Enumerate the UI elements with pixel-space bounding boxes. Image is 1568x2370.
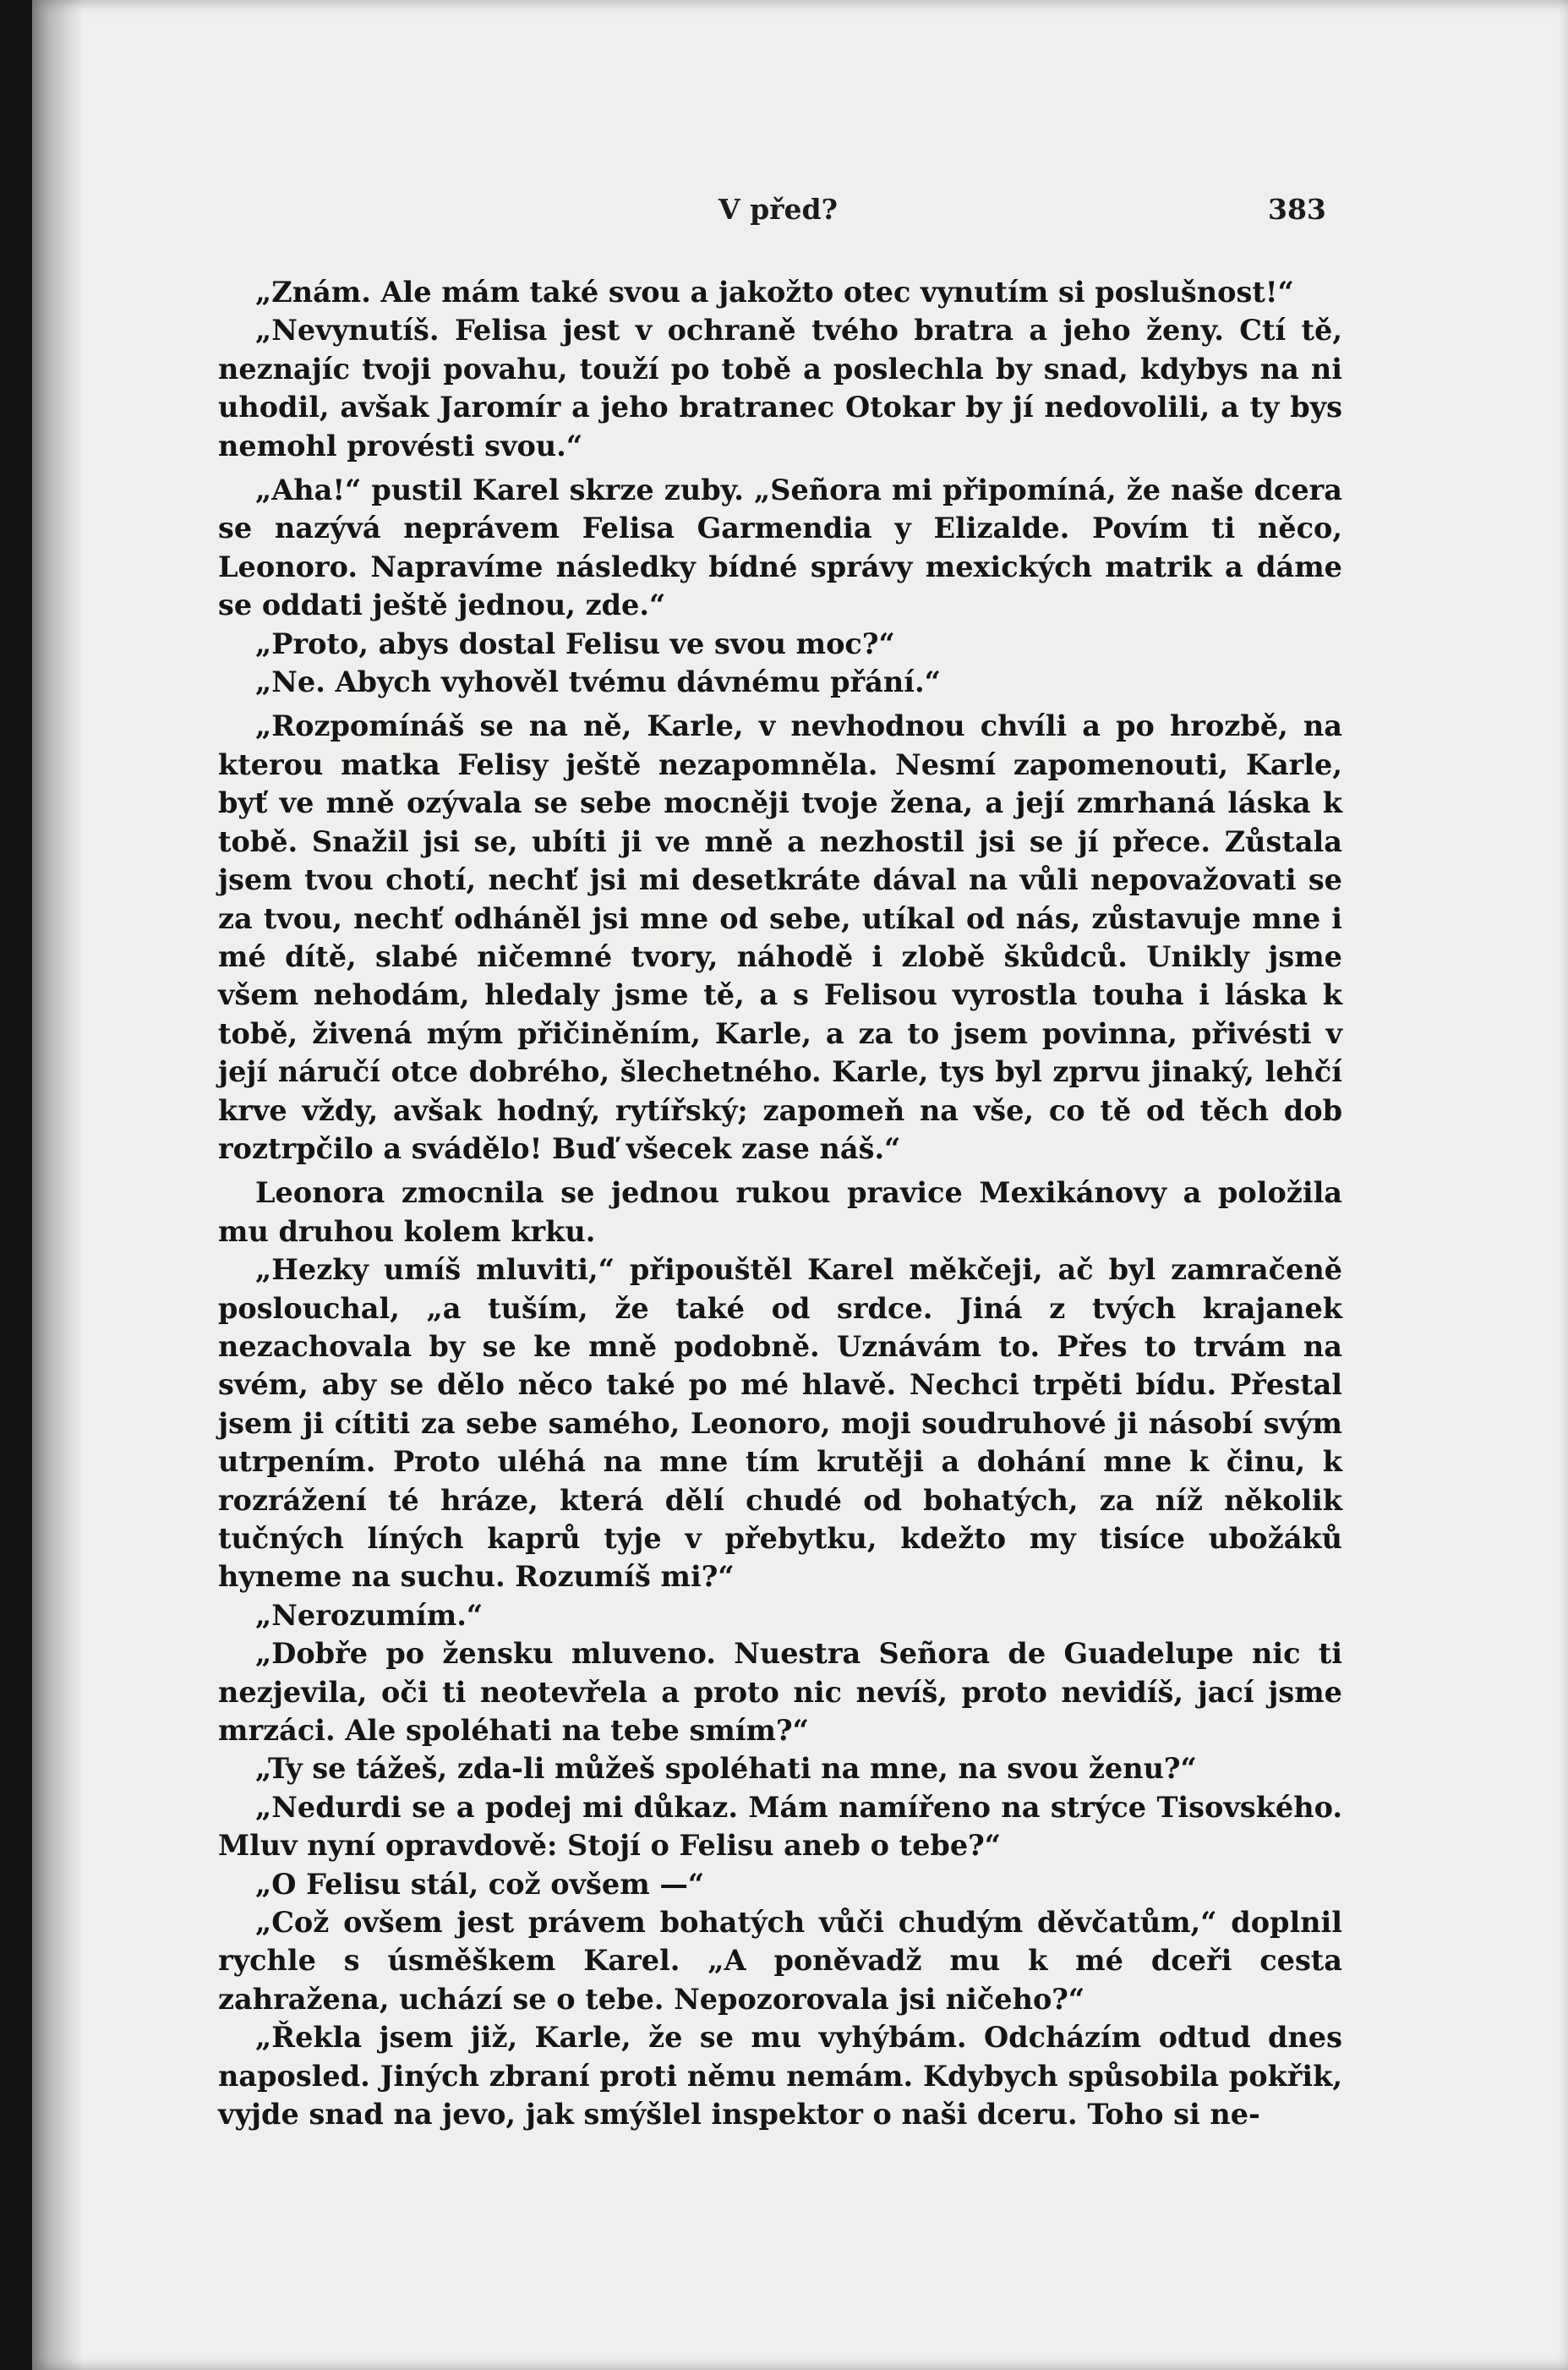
page-body xyxy=(218,273,1342,2134)
page-edge-shadow xyxy=(32,0,83,2370)
paragraph: „Znám. Ale mám také svou a jakožto otec vynutím si poslušnost!“ xyxy=(255,276,1294,309)
book-page xyxy=(32,0,1568,2370)
page-number: 383 xyxy=(1268,193,1326,226)
paragraph: „Nedurdi se a podej mi důkaz. Mám namířeno na strýce Tisovského. Mluv nyní opravdově: Stojí o Felisu aneb o tebe?“ xyxy=(218,1790,1342,1863)
paragraph: „Nerozumím.“ xyxy=(255,1598,484,1632)
running-title: V před? xyxy=(718,193,838,226)
paragraph: „Ne. Abych vyhověl tvému dávnému přání.“ xyxy=(255,665,941,699)
page-header xyxy=(32,193,1568,235)
paragraph: Leonora zmocnila se jednou rukou pravice Mexikánovy a položila mu druhou kolem krku. xyxy=(218,1176,1342,1248)
paragraph: „Řekla jsem již, Karle, že se mu vyhýbám. Odcházím odtud dnes naposled. Jiných zbraní proti němu nemám. Kdybych spůsobila pokřik, vyjde snad na jevo, jak smýšlel inspektor o naši dceru. Toho si ne- xyxy=(218,2021,1342,2132)
paragraph: „Proto, abys dostal Felisu ve svou moc?“ xyxy=(255,627,895,660)
paragraph: „Hezky umíš mluviti,“ připouštěl Karel měkčeji, ač byl zamračeně poslouchal, „a tuším, že také od srdce. Jiná z tvých krajanek nezachovala by se ke mně podobně. Uznávám to. Přes to trvám na svém, aby se dělo něco také po mé hlavě. Nechci trpěti bídu. Přestal jsem ji cítiti za sebe samého, Leonoro, moji soudruhové ji násobí svým utrpením. Proto uléhá na mne tím krutěji a dohání mne k činu, k rozrážení té hráze, která dělí chudé od bohatých, za níž několik tučných líných kaprů tyje v přebytku, kdežto my tisíce ubožáků hyneme na suchu. Rozumíš mi?“ xyxy=(218,1253,1342,1594)
paragraph: „Rozpomínáš se na ně, Karle, v nevhodnou chvíli a po hrozbě, na kterou matka Felisy ještě nezapomněla. Nesmí zapomenouti, Karle, byť ve mně ozývala se sebe mocněji tvoje žena, a její zmrhaná láska k tobě. Snažil jsi se, ubíti ji ve mně a nezhostil jsi se jí přece. Zůstala jsem tvou chotí, nechť jsi mi desetkráte dával na vůli nepovažovati se za tvou, nechť odháněl jsi mne od sebe, utíkal od nás, zůstavuje mne i mé dítě, slabé ničemné tvory, náhodě i zlobě škůdců. Unikly jsme všem nehodám, hledaly jsme tě, a s Felisou vyrostla touha i láska k tobě, živená mým přičiněním, Karle, a za to jsem povinna, přivésti v její náručí otce dobrého, šlechetného. Karle, tys byl zprvu jinaký, lehčí krve vždy, avšak hodný, rytířský; zapomeň na vše, co tě od těch dob roztrpčilo a svádělo! Buď všecek zase náš.“ xyxy=(218,709,1342,1165)
paragraph: „Ty se tážeš, zda-li můžeš spoléhati na mne, na svou ženu?“ xyxy=(255,1752,1197,1786)
paragraph: „Což ovšem jest právem bohatých vůči chudým děvčatům,“ doplnil rychle s úsměškem Karel. „A poněvadž mu k mé dceři cesta zahražena, uchází se o tebe. Nepozorovala jsi ničeho?“ xyxy=(218,1906,1342,2016)
paragraph: „O Felisu stál, což ovšem —“ xyxy=(255,1867,705,1901)
paragraph: „Nevynutíš. Felisa jest v ochraně tvého bratra a jeho ženy. Ctí tě, neznajíc tvoji povahu, touží po tobě a poslechla by snad, kdybys na ni uhodil, avšak Jaromír a jeho bratranec Otokar by jí nedovolili, a ty bys nemohl provésti svou.“ xyxy=(218,314,1342,463)
paragraph: „Aha!“ pustil Karel skrze zuby. „Señora mi připomíná, že naše dcera se nazývá neprávem Felisa Garmendia y Elizalde. Povím ti něco, Leonoro. Napravíme následky bídné správy mexických matrik a dáme se oddati ještě jednou, zde.“ xyxy=(218,473,1342,622)
paragraph: „Dobře po žensku mluveno. Nuestra Señora de Guadelupe nic ti nezjevila, oči ti neotevřela a proto nic nevíš, proto nevidíš, jací jsme mrzáci. Ale spoléhati na tebe smím?“ xyxy=(218,1637,1342,1748)
